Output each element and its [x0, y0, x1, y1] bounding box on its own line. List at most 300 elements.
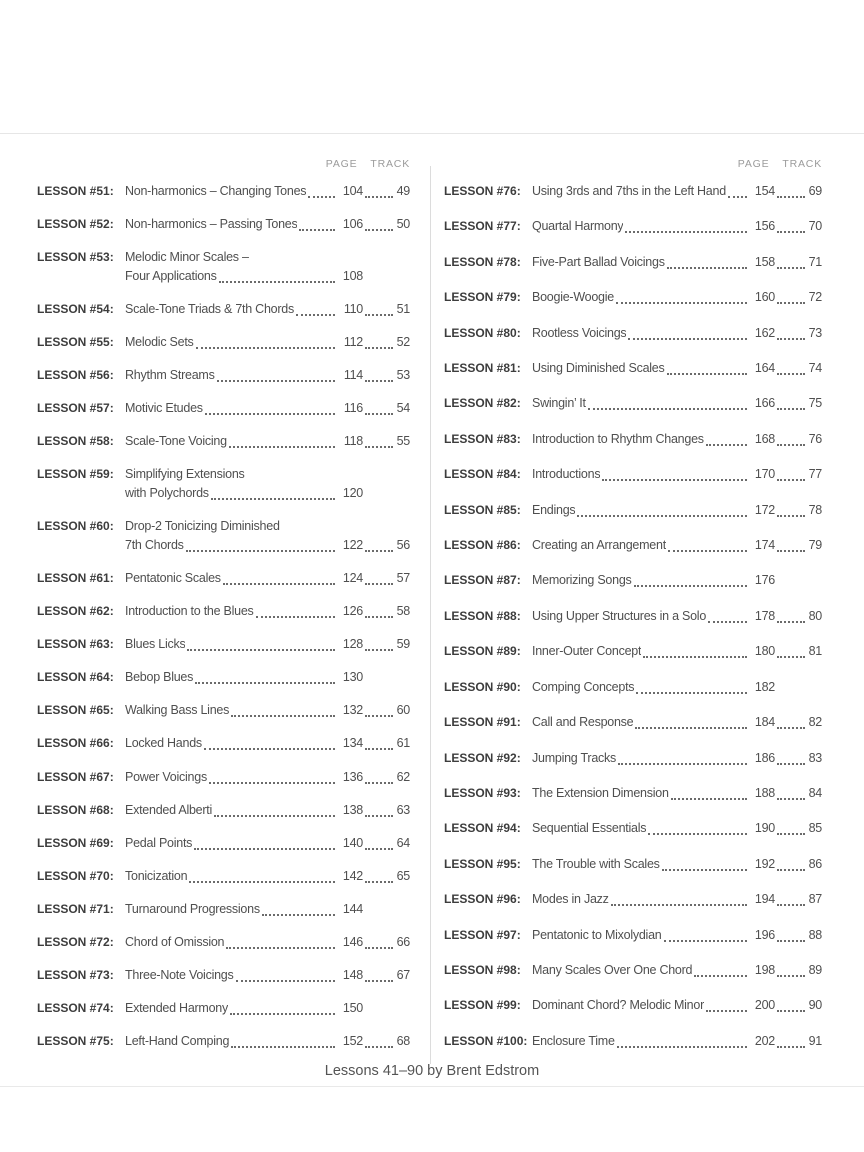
dot-leader [211, 498, 335, 500]
lesson-label: LESSON #51: [37, 184, 114, 198]
lesson-entry-line [125, 215, 410, 234]
lesson-label: LESSON #82: [444, 396, 521, 411]
track-number: 54 [396, 401, 410, 416]
lesson-label: LESSON #52: [37, 217, 114, 232]
lesson-entry-body [532, 1032, 822, 1051]
lesson-label: LESSON #96: [444, 892, 521, 907]
page-number: 154 [754, 184, 775, 198]
track-number: 60 [396, 703, 410, 718]
page-number: 198 [754, 962, 775, 977]
dot-leader [365, 881, 393, 883]
lesson-entry-body [125, 333, 410, 352]
page-number: 174 [754, 538, 775, 553]
lesson-entry-body [532, 430, 822, 449]
track-number: 57 [396, 571, 410, 586]
lesson-entry-body [532, 536, 822, 555]
lesson-entry-line [125, 333, 410, 352]
lesson-entry-body [125, 834, 410, 853]
page-number: 114 [343, 368, 363, 383]
lesson-title: Melodic Sets [125, 335, 194, 350]
lesson-title: Bebop Blues [125, 670, 194, 685]
toc-entry [444, 359, 822, 378]
page-number: 196 [754, 927, 775, 942]
lesson-entry-line [125, 569, 410, 588]
lesson-entry-line [532, 501, 822, 520]
dot-leader [706, 444, 747, 446]
toc-entry [444, 961, 822, 980]
track-number: 68 [396, 1033, 410, 1048]
lesson-title: Rhythm Streams [125, 368, 215, 383]
dot-leader [365, 649, 393, 651]
lesson-entry-body [125, 1032, 410, 1051]
toc-entry [444, 536, 822, 555]
lesson-title: Inner-Outer Concept [532, 644, 642, 659]
lesson-entry-line [532, 784, 822, 803]
toc-column-left [37, 158, 410, 1064]
lesson-label: LESSON #62: [37, 604, 114, 619]
lesson-entry-body [125, 999, 410, 1018]
lesson-entry-line [532, 855, 822, 874]
dot-leader [231, 1046, 335, 1048]
dot-leader [365, 229, 393, 231]
lesson-title-line1: Melodic Minor Scales – [125, 250, 249, 265]
lesson-entry-line [532, 571, 822, 590]
dot-leader [365, 848, 393, 850]
track-number: 79 [808, 538, 822, 553]
dot-leader [777, 302, 805, 304]
lesson-entry-body [125, 432, 410, 451]
dot-leader [777, 196, 805, 198]
lesson-entry-line [532, 819, 822, 838]
dot-leader [365, 748, 393, 750]
lesson-title: Call and Response [532, 715, 634, 730]
lesson-entry-line [532, 394, 822, 413]
lesson-label: LESSON #55: [37, 335, 114, 350]
toc-entry [37, 399, 410, 418]
lesson-label: LESSON #78: [444, 254, 521, 269]
dot-leader [299, 229, 335, 231]
lesson-entry-line [125, 602, 410, 621]
footer-divider [0, 1086, 864, 1087]
page-number: 190 [754, 821, 775, 836]
lesson-title: Sequential Essentials [532, 821, 647, 836]
dot-leader [187, 649, 335, 651]
lesson-entry-line [125, 701, 410, 720]
lesson-title-line1: Drop-2 Tonicizing Diminished [125, 519, 280, 534]
toc-entry [444, 253, 822, 272]
lesson-entry-body [125, 300, 410, 319]
dot-leader [667, 267, 747, 269]
lesson-label: LESSON #85: [444, 502, 521, 517]
dot-leader [223, 583, 335, 585]
lesson-label: LESSON #59: [37, 467, 114, 482]
track-number: 74 [808, 361, 822, 376]
lesson-label: LESSON #86: [444, 538, 521, 553]
page-number: 118 [343, 434, 363, 449]
lesson-label: LESSON #68: [37, 802, 114, 817]
page-number: 106 [342, 217, 363, 232]
lesson-title: Pentatonic to Mixolydian [532, 927, 662, 942]
lesson-title-line2: 7th Chords [125, 538, 184, 553]
dot-leader [204, 748, 335, 750]
lesson-label: LESSON #83: [444, 431, 521, 446]
lesson-label: LESSON #60: [37, 519, 114, 534]
lesson-title: Non-harmonics – Passing Tones [125, 217, 298, 232]
dot-leader [217, 380, 335, 382]
lesson-label: LESSON #69: [37, 835, 114, 850]
lesson-label: LESSON #74: [37, 1000, 114, 1015]
lesson-title: Many Scales Over One Chord [532, 962, 693, 977]
lesson-label: LESSON #80: [444, 325, 521, 340]
track-number: 83 [808, 750, 822, 765]
track-number: 84 [808, 785, 822, 800]
dot-leader [365, 980, 393, 982]
page-number: 104 [342, 184, 363, 198]
dot-leader [296, 314, 335, 316]
page-number: 150 [342, 1000, 363, 1015]
dot-leader [668, 550, 747, 552]
lesson-label: LESSON #67: [37, 769, 114, 784]
lesson-entry-body [532, 749, 822, 768]
lesson-entry-body [532, 465, 822, 484]
lesson-title: Three-Note Voicings [125, 967, 234, 982]
dot-leader [667, 373, 747, 375]
lesson-entry-body [532, 182, 822, 201]
header-divider [0, 133, 864, 134]
dot-leader [365, 380, 393, 382]
page-number: 160 [754, 290, 775, 305]
lesson-entry-line [125, 182, 410, 201]
lesson-title: Using Diminished Scales [532, 361, 665, 376]
track-number: 87 [808, 892, 822, 907]
toc-entry [37, 999, 410, 1018]
dot-leader [777, 656, 805, 658]
lesson-entry-body [125, 801, 410, 820]
lesson-title: Rootless Voicings [532, 325, 627, 340]
lesson-entry-line [125, 900, 410, 919]
lesson-entry-body [532, 961, 822, 980]
lesson-entry-line [532, 359, 822, 378]
lesson-label: LESSON #54: [37, 302, 114, 317]
lesson-entry-body [532, 571, 822, 590]
lesson-label: LESSON #57: [37, 401, 114, 416]
lesson-title: Enclosure Time [532, 1033, 615, 1048]
dot-leader [628, 338, 747, 340]
lesson-label: LESSON #66: [37, 736, 114, 751]
dot-leader [236, 980, 335, 982]
lesson-entry-line [125, 999, 410, 1018]
lesson-label: LESSON #91: [444, 715, 521, 730]
lesson-entry-line [125, 635, 410, 654]
lesson-entry-body [532, 713, 822, 732]
track-number: 67 [396, 967, 410, 982]
lesson-entry-body [532, 678, 822, 697]
lesson-entry-line [125, 300, 410, 319]
lesson-title-line2: with Polychords [125, 486, 209, 501]
lesson-label: LESSON #81: [444, 361, 521, 376]
dot-leader [226, 947, 335, 949]
toc-entry [444, 996, 822, 1015]
track-number: 55 [396, 434, 410, 449]
lesson-entry-body [125, 602, 410, 621]
lesson-label: LESSON #77: [444, 219, 521, 234]
page-number: 194 [754, 892, 775, 907]
dot-leader [365, 616, 393, 618]
toc-entry [444, 926, 822, 945]
dot-leader [664, 940, 748, 942]
dot-leader [777, 1046, 805, 1048]
toc-entry [37, 333, 410, 352]
page-number: 140 [342, 835, 363, 850]
page-number: 162 [754, 325, 775, 340]
lesson-label: LESSON #88: [444, 608, 521, 623]
lesson-entry-line [532, 1032, 822, 1051]
lesson-entry-line [532, 607, 822, 626]
dot-leader [777, 833, 805, 835]
toc-entry [37, 366, 410, 385]
track-number: 66 [396, 934, 410, 949]
toc-entry [37, 668, 410, 687]
dot-leader [588, 408, 747, 410]
track-number: 77 [808, 467, 822, 482]
lesson-title: Introduction to Rhythm Changes [532, 431, 704, 446]
lesson-label: LESSON #61: [37, 571, 114, 586]
toc-entry [444, 784, 822, 803]
dot-leader [777, 1010, 805, 1012]
dot-leader [230, 1013, 335, 1015]
dot-leader [196, 347, 335, 349]
track-number: 91 [808, 1033, 822, 1048]
dot-leader [231, 715, 335, 717]
track-number: 71 [808, 254, 822, 269]
toc-entry [444, 571, 822, 590]
dot-leader [777, 408, 805, 410]
dot-leader [777, 444, 805, 446]
page-number: 182 [754, 679, 775, 694]
dot-leader [625, 231, 747, 233]
lesson-title: Pentatonic Scales [125, 571, 221, 586]
lesson-label: LESSON #93: [444, 785, 521, 800]
lesson-title: Boogie-Woogie [532, 290, 614, 305]
dot-leader [262, 914, 335, 916]
lesson-title: Dominant Chord? Melodic Minor [532, 998, 704, 1013]
page-number: 138 [342, 802, 363, 817]
lesson-entry-body [532, 855, 822, 874]
lesson-entry-line [532, 961, 822, 980]
page-number: 192 [754, 856, 775, 871]
lesson-entry-line [532, 996, 822, 1015]
dot-leader [636, 692, 747, 694]
lesson-entry-body [125, 569, 410, 588]
track-number: 89 [808, 962, 822, 977]
toc-content [37, 158, 823, 1064]
toc-entry [444, 324, 822, 343]
lesson-entry-body [125, 399, 410, 418]
page-number: 108 [342, 269, 363, 284]
lesson-title: Left-Hand Comping [125, 1033, 230, 1048]
page-number: 170 [754, 467, 775, 482]
page-number: 202 [754, 1033, 775, 1048]
lesson-entry-line [125, 432, 410, 451]
lesson-entry-line [125, 536, 410, 555]
lesson-title: Modes in Jazz [532, 892, 609, 907]
lesson-label: LESSON #58: [37, 434, 114, 449]
lesson-label: LESSON #97: [444, 927, 521, 942]
track-number: 53 [396, 368, 410, 383]
lesson-entry-line [532, 253, 822, 272]
lesson-entry-body [532, 819, 822, 838]
lesson-entry-body [125, 366, 410, 385]
dot-leader [708, 621, 747, 623]
lesson-entry-body [125, 182, 410, 201]
dot-leader [671, 798, 747, 800]
toc-entry [444, 642, 822, 661]
page-number: 146 [342, 934, 363, 949]
lesson-entry-line [125, 399, 410, 418]
toc-entry [444, 819, 822, 838]
lesson-entry-line [532, 324, 822, 343]
toc-entries-left [37, 182, 410, 1051]
page-number: 134 [342, 736, 363, 751]
lesson-title: The Trouble with Scales [532, 856, 660, 871]
dot-leader [256, 616, 335, 618]
toc-entry [37, 701, 410, 720]
page-number: 112 [343, 335, 363, 350]
footer-credit: Lessons 41–90 by Brent Edstrom [324, 1063, 540, 1079]
dot-leader [365, 583, 393, 585]
dot-leader [617, 1046, 747, 1048]
lesson-label: LESSON #92: [444, 750, 521, 765]
page-number: 186 [754, 750, 775, 765]
column-header [444, 158, 822, 171]
dot-leader [365, 947, 393, 949]
dot-leader [602, 479, 747, 481]
dot-leader [777, 515, 805, 517]
lesson-title: Chord of Omission [125, 934, 225, 949]
lesson-entry-line [532, 536, 822, 555]
page-number: 136 [342, 769, 363, 784]
track-number: 81 [808, 644, 822, 659]
toc-entry [444, 713, 822, 732]
toc-entry [37, 933, 410, 952]
lesson-entry-line [125, 933, 410, 952]
lesson-label: LESSON #98: [444, 962, 521, 977]
lesson-title: Quartal Harmony [532, 219, 624, 234]
toc-entry [444, 1032, 822, 1051]
toc-entry [444, 607, 822, 626]
dot-leader [365, 196, 393, 198]
page-number: 166 [754, 396, 775, 411]
track-number: 90 [808, 998, 822, 1013]
lesson-entry-line [125, 834, 410, 853]
dot-leader [365, 782, 393, 784]
lesson-entry-body [532, 501, 822, 520]
page-number: 110 [343, 302, 363, 317]
lesson-label: LESSON #94: [444, 821, 521, 836]
toc-entry [444, 430, 822, 449]
lesson-title: Memorizing Songs [532, 573, 632, 588]
lesson-entry-body [532, 359, 822, 378]
track-number: 61 [396, 736, 410, 751]
track-number: 75 [808, 396, 822, 411]
page-number: 128 [342, 637, 363, 652]
track-number: 63 [396, 802, 410, 817]
toc-entry [444, 855, 822, 874]
page-number: 130 [342, 670, 363, 685]
lesson-title: Scale-Tone Voicing [125, 434, 227, 449]
dot-leader [777, 763, 805, 765]
lesson-entry-body [532, 926, 822, 945]
dot-leader [777, 975, 805, 977]
lesson-title: Endings [532, 502, 576, 517]
track-number: 70 [808, 219, 822, 234]
toc-entry [37, 768, 410, 787]
lesson-entry-body [532, 324, 822, 343]
lesson-entry-body [125, 215, 410, 234]
dot-leader [643, 656, 747, 658]
lesson-entry-line [532, 713, 822, 732]
lesson-entry-line [125, 768, 410, 787]
toc-entry [37, 801, 410, 820]
page-number: 164 [754, 361, 775, 376]
page-number: 156 [754, 219, 775, 234]
dot-leader [365, 446, 393, 448]
dot-leader [186, 550, 335, 552]
track-number: 88 [808, 927, 822, 942]
toc-entry [444, 217, 822, 236]
lesson-entry-line [125, 366, 410, 385]
page-number: 132 [342, 703, 363, 718]
track-number: 51 [396, 302, 410, 317]
lesson-entry-line [125, 267, 410, 286]
lesson-title: Non-harmonics – Changing Tones [125, 184, 307, 198]
column-divider [430, 166, 431, 1064]
lesson-label: LESSON #84: [444, 467, 521, 482]
dot-leader [365, 815, 393, 817]
dot-leader [616, 302, 747, 304]
lesson-title: Using Upper Structures in a Solo [532, 608, 707, 623]
dot-leader [214, 815, 335, 817]
lesson-entry-body [532, 784, 822, 803]
toc-entry [37, 517, 410, 555]
lesson-entry-body [532, 253, 822, 272]
track-number: 76 [808, 431, 822, 446]
dot-leader [777, 940, 805, 942]
lesson-entry-body [125, 668, 410, 687]
lesson-entry-line [125, 484, 410, 503]
toc-entry [444, 678, 822, 697]
track-number: 64 [396, 835, 410, 850]
track-number: 52 [396, 335, 410, 350]
lesson-title: The Extension Dimension [532, 785, 669, 800]
track-number: 59 [396, 637, 410, 652]
toc-entries-right [444, 182, 822, 1051]
track-number: 62 [396, 769, 410, 784]
toc-entry [444, 749, 822, 768]
lesson-label: LESSON #71: [37, 901, 114, 916]
lesson-entry-body [532, 996, 822, 1015]
lesson-entry-line [125, 966, 410, 985]
lesson-entry-line [125, 668, 410, 687]
dot-leader [365, 1046, 393, 1048]
lesson-entry-line [532, 217, 822, 236]
lesson-title: Five-Part Ballad Voicings [532, 254, 665, 269]
dot-leader [777, 373, 805, 375]
page-number: 188 [754, 785, 775, 800]
page-column-header: PAGE [737, 158, 770, 170]
lesson-label: LESSON #73: [37, 967, 114, 982]
page-number: 176 [754, 573, 775, 588]
